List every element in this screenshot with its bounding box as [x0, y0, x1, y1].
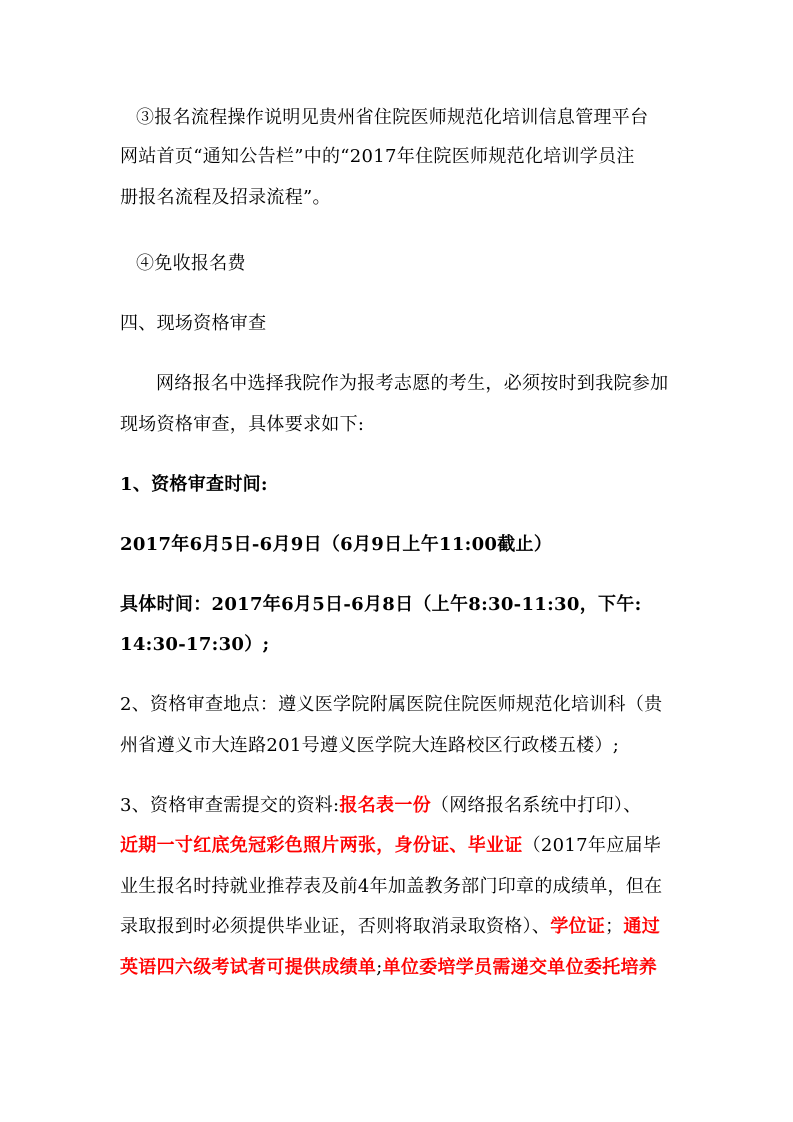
cet-requirement-start: 通过 — [623, 916, 661, 937]
materials-label: 3、资格审查需提交的资料: — [120, 795, 340, 816]
location-line2: 州省遵义市大连路201号遵义医学院大连路校区行政楼五楼）; — [120, 735, 620, 756]
time-range: 2017年6月5日-6月9日（6月9日上午11:00截止） — [120, 534, 553, 555]
cet-requirement: 英语四六级考试者可提供成绩单 — [120, 957, 377, 978]
materials-line5 — [120, 956, 657, 980]
time-detail-line2: 14:30-17:30）; — [120, 634, 270, 655]
photo-id-diploma-requirement: 近期一寸红底免冠彩色照片两张，身份证、毕业证 — [120, 835, 523, 856]
item3-line1: ③报名流程操作说明见贵州省住院医师规范化培训信息管理平台 — [136, 107, 649, 128]
section4-heading: 四、现场资格审查 — [120, 313, 267, 334]
registration-form-requirement: 报名表一份 — [339, 795, 431, 816]
diploma-note: 录取报到时必须提供毕业证，否则将取消录取资格）、 — [120, 916, 551, 937]
item3-line2: 网站首页“通知公告栏”中的“2017年住院医师规范化培训学员注 — [120, 146, 635, 167]
materials-line4 — [120, 915, 660, 939]
item4: ④免收报名费 — [136, 253, 246, 274]
commissioned-trainee-requirement: 单位委培学员需递交单位委托培养 — [382, 957, 658, 978]
intro-line1: 网络报名中选择我院作为报考志愿的考生，必须按时到我院参加 — [156, 373, 669, 394]
materials-line2 — [120, 834, 661, 858]
separator: ； — [605, 916, 624, 937]
graduate-note-start: （2017年应届毕 — [522, 835, 662, 856]
registration-form-note: （网络报名系统中打印）、 — [430, 795, 642, 816]
intro-line2: 现场资格审查，具体要求如下: — [120, 414, 365, 435]
time-detail-line1: 具体时间：2017年6月5日-6月8日（上午8:30-11:30，下午: — [120, 594, 642, 615]
materials-line3: 业生报名时持就业推荐表及前4年加盖教务部门印章的成绩单，但在 — [120, 876, 663, 897]
location-line1: 2、资格审查地点：遵义医学院附属医院住院医师规范化培训科（贵 — [120, 694, 663, 715]
time-heading: 1、资格审查时间: — [120, 474, 268, 495]
degree-certificate-requirement: 学位证 — [550, 916, 606, 937]
materials-line1 — [120, 794, 642, 818]
item3-line3: 册报名流程及招录流程”。 — [120, 187, 331, 208]
separator-semicolon: ; — [376, 957, 383, 978]
